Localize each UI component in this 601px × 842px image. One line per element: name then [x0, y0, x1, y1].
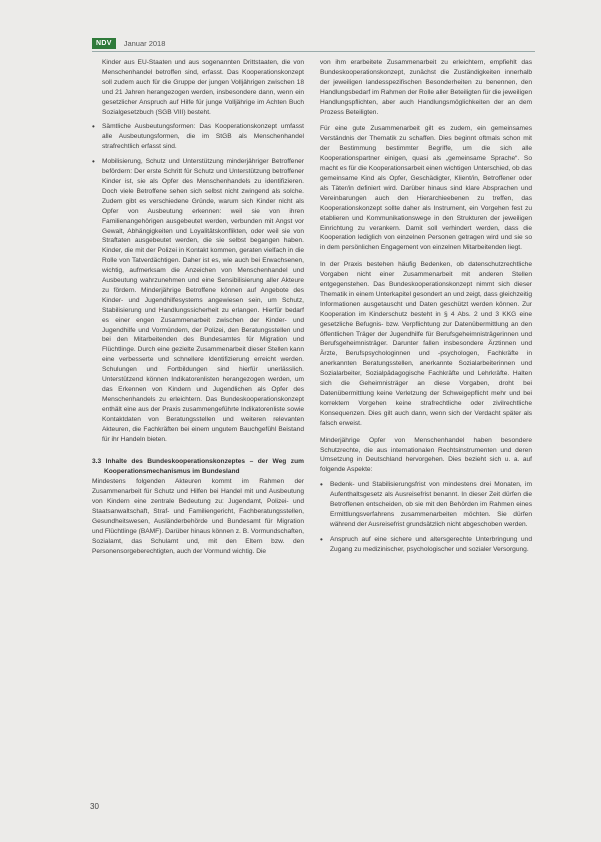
- bullet-reflection-period: • Bedenk- und Stabilisierungsfrist von mindestens drei Monaten, im Aufenthaltsgesetz als Ausreisefrist benannt. In dieser Zeit dürfen die Betroffenen entscheiden, ob sie mit den Behörden im Rahmen eines Ermittlungsverfahrens zusammenarbeiten möchten. Sie dürfen während der Ausreisefrist grundsätzlich nicht abgeschoben werden.: [320, 480, 532, 530]
- bullet-identification: • Mobilisierung, Schutz und Unterstützung minderjähriger Betroffener befördern: Der erste Schritt für Schutz und Unterstützung betroffener Kinder ist, sie als Opfer des Menschenhandels zu identifizieren. Doch viele Betroffene sehen sich selbst nicht zwingend als solche. Zudem gibt es verschiedene Gründe, warum sich Kinder nicht als Opfer von Ausbeutung erkennen: weil sie von ihren Familienangehörigen ausgebeutet werden, verbunden mit Angst vor Gewalt, Abhängigkeiten und Loyalitätskonflikten, oder weil sie von Straftaten ausgebeutet werden, die sie selbst begangen haben. Kinder, die mit der Polizei in Kontakt kommen, geraten vielfach in die Rolle von Tatverdächtigen. Daher ist es, wie auch bei Erwachsenen, wichtig, aufmerksam die Anzeichen von Menschenhandel und Ausbeutung wahrzunehmen und eine Sensibilisierung aller Akteure zu fördern. Minderjährige Betroffene können auf Angebote des Kinder- und Jugendhilfesystems angewiesen sein, um Schutz, Stabilisierung und Handlungssicherheit zu erlangen. Hierfür bedarf es einer engen Zusammenarbeit zwischen der Kinder- und Jugendhilfe und Vormündern, der Polizei, den Beratungsstellen und bei den Mitarbeitenden des Bundesamtes für Migration und Flüchtlinge. Durch eine gezielte Zusammenarbeit dieser Stellen kann eine verbesserte und schnellere Identifizierung erreicht werden. Schulungen und Fortbildungen sind hierfür unerlässlich. Unterstützend können Indikatorenlisten herangezogen werden, um das Erkennen von Kindern und Jugendlichen als Opfer des Menschenhandels zu erleichtern. Das Bundeskooperationskonzept enthält eine aus der Praxis zusammengeführte Indikatorenliste sowie Kontaktdaten von Beratungsstellen und weiteren relevanten Akteuren, die Fachkräften bei einem ungutem Bauchgefühl Beistand für ihr Handeln bieten.: [92, 157, 304, 444]
- right-column: [320, 58, 532, 555]
- left-column: [92, 58, 304, 557]
- section-paragraph: Mindestens folgenden Akteuren kommt im Rahmen der Zusammenarbeit für Schutz und Hilfen bei Handel mit und Ausbeutung von Kindern eine zentrale Bedeutung zu: Jugendamt, Polizei- und Staatsanwaltschaft, Straf- und Familiengericht, Fachberatungsstellen, Gesundheitswesen, Ausländerbehörde und Bundesamt für Migration und Flüchtlinge (BAMF). Darüber hinaus können z. B. Vormundschaften, Sozialamt, das Schulamt und, mit den Eltern bzw. den Personensorgeberechtigten, auch der Vormund wichtig. Die: [92, 478, 304, 555]
- bullet-exploitation-forms: • Sämtliche Ausbeutungsformen: Das Kooperationskonzept umfasst alle Ausbeutungsformen, die im StGB als Menschenhandel strafrechtlich erfasst sind.: [92, 122, 304, 152]
- intro-paragraph: Kinder aus EU-Staaten und aus sogenannten Drittstaaten, die von Menschenhandel betroffen sind, erfasst. Das Kooperationskonzept soll zudem auch für die Gruppe der jungen Volljährigen zwischen 18 und 21 Jahren herangezogen werden, insbesondere dann, wenn ein gesetzlicher Anspruch auf Hilfe für junge Volljährige im Achten Buch Sozialgesetzbuch (SGB VIII) besteht.: [102, 59, 304, 116]
- section-heading: 3.3 Inhalte des Bundeskooperationskonzeptes – der Weg zum Kooperationsmechanismus im Bundesland: [92, 458, 304, 476]
- paragraph-3: In der Praxis bestehen häufig Bedenken, ob datenschutzrechtliche Vorgaben nicht einer Zusammenarbeit mit anderen Stellen entgegenstehen. Das Bundeskooperationskonzept nimmt sich dieser Thematik in einem Unterkapitel gesondert an und zeigt, dass gleichzeitig Informationen ausgetauscht und Daten geschützt werden können. Zur Kooperation im Kinderschutz besteht in § 4 Abs. 2 und 3 KKG eine gesetzliche Befugnis- bzw. Verpflichtung zur Datenübermittlung an den öffentlichen Träger der Jugendhilfe für Berufsgeheimnisträgerinnen und Berufsgeheimnisträger. Darunter fallen insbesondere Ärztinnen und Ärzte, Berufspsychologinnen und -psychologen, Fachkräfte in anerkannten Beratungsstellen, anerkannte Sozialarbeiterinnen und Sozialarbeiter, Sozialpädagogische Fachkräfte und Lehrkräfte. Halten sich die Geheimnisträger an diese Vorgaben, droht bei Datenübermittlung keine Verletzung der Schweigepflicht mehr und bei korrektem Vorgehen keine strafrechtliche oder zivilrechtliche Konsequenzen. Dies gilt auch dann, wenn sich der Verdacht später als falsch erweist.: [320, 261, 532, 427]
- header-rule: [92, 51, 535, 52]
- paragraph-4: Minderjährige Opfer von Menschenhandel haben besondere Schutzrechte, die aus internationalen Rechtsinstrumenten und deren Umsetzung in Deutschland hervorgehen. Dies bezieht sich u. a. auf folgende Aspekte:: [320, 436, 532, 474]
- bullet-accommodation: • Anspruch auf eine sichere und altersgerechte Unterbringung und Zugang zu medizinischer, psychologischer und sozialer Versorgung.: [320, 535, 532, 555]
- page-header: [92, 38, 165, 49]
- journal-logo: NDV: [92, 38, 116, 49]
- paragraph-1: von ihm erarbeitete Zusammenarbeit zu erleichtern, empfiehlt das Bundeskooperationskonzept, zunächst die Zuständigkeiten innerhalb der jeweiligen landesspezifischen Besonderheiten zu benennen, den Handlungsbedarf im Rahmen der Rolle aller Beteiligten für die jeweiligen Handlungspflichten, aber auch Handlungsmöglichkeiten der an dem Prozess Beteiligten.: [320, 59, 532, 116]
- paragraph-2: Für eine gute Zusammenarbeit gilt es zudem, ein gemeinsames Verständnis der Thematik zu schaffen. Dies beginnt oftmals schon mit der Bestimmung bestimmter Begriffe, um die sich alle Kooperationspartner einigen, quasi als „gemeinsame Sprache“. So macht es für die Kooperationsarbeit einen wichtigen Unterschied, ob das gemeinsame Kind als Opfer, Geschädigter, Klient/in, Betroffener oder als Täter/in definiert wird. Darüber hinaus sind klare Absprachen und Vereinbarungen auch den Hierarchieebenen zu treffen, das Kooperationskonzept sollte daher als Instrument, ein Vorgehen fest zu etablieren und Kommunikationswege in den Strukturen der jeweiligen Einrichtung zu verankern. Damit soll verhindert werden, dass die Kooperation lediglich von einzelnen Personen getragen wird und sie so in dem persönlichen Engagement von einzelnen Mitarbeitenden liegt.: [320, 125, 532, 252]
- page-number: 30: [90, 802, 99, 811]
- issue-date: Januar 2018: [123, 39, 166, 48]
